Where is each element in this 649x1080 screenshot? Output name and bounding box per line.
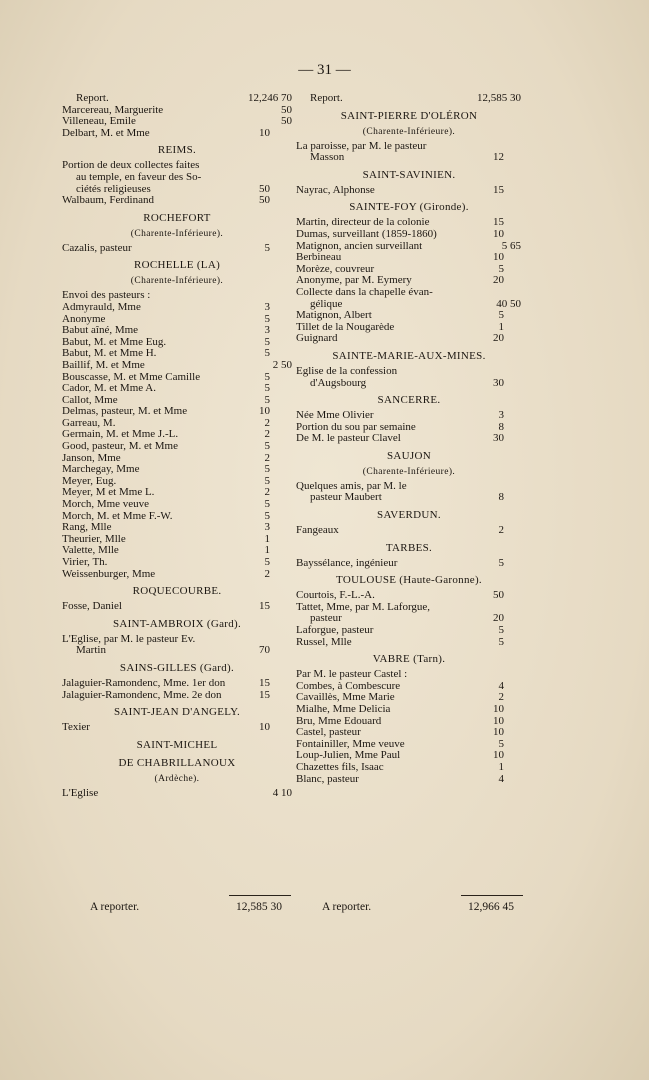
entry-line <box>296 637 522 649</box>
section-heading: SAINT-SAVINIEN. <box>362 168 456 181</box>
entry-text: Admyrauld, Mme <box>62 300 141 313</box>
entry-text: Portion du sou par semaine <box>296 420 416 433</box>
entry-text: Martin, directeur de la colonie <box>296 216 430 229</box>
entry-text: De M. le pasteur Clavel <box>296 432 401 445</box>
entry-amount: 1 <box>498 760 504 773</box>
entry-amount: 5 <box>264 498 270 511</box>
entry-amount: 15 <box>493 183 504 196</box>
entry-text: Valette, Mlle <box>62 544 119 557</box>
left-footer-label: A reporter. <box>90 901 140 913</box>
entry-amount: 2 <box>498 524 504 537</box>
entry-text: Envoi des pasteurs : <box>62 289 151 302</box>
section-heading: SAINT-JEAN D'ANGELY. <box>113 706 241 719</box>
entry-amount: 2 <box>498 691 504 704</box>
entry-amount: 5 <box>264 382 270 395</box>
entry-amount: 50 <box>259 182 270 195</box>
entry-text: Jalaguier-Ramondenc, Mme. 2e don <box>62 688 222 701</box>
entry-text: Blanc, pasteur <box>296 772 359 785</box>
entry-text: L'Eglise <box>62 786 99 799</box>
entry-amount: 15 <box>493 216 504 229</box>
entry-amount: 5 <box>264 335 270 348</box>
entry-text: La paroisse, par M. le pasteur <box>296 139 427 152</box>
section-subheading: (Charente-Inférieure). <box>362 466 456 477</box>
entry-text: Theurier, Mlle <box>62 532 126 545</box>
entry-amount: 20 <box>493 612 504 625</box>
entry-text: Bru, Mme Edouard <box>296 714 382 727</box>
right-footer-label: A reporter. <box>322 901 372 913</box>
entry-amount: 30 <box>493 432 504 445</box>
entry-amount: 8 <box>498 420 504 433</box>
entry-text: Russel, Mlle <box>296 635 352 648</box>
entry-amount: 5 <box>264 370 270 383</box>
entry-amount: 10 <box>493 227 504 240</box>
entry-line <box>62 441 292 453</box>
entry-text: Report. <box>310 92 343 104</box>
entry-text: Villeneau, Emile <box>62 115 136 128</box>
entry-text: Née Mme Olivier <box>296 409 374 422</box>
entry-amount: 8 <box>498 491 504 504</box>
entry-text: pasteur <box>310 612 342 625</box>
section-heading: SAUJON <box>387 449 431 462</box>
entry-text: ciétés religieuses <box>76 182 151 195</box>
section-heading: SAINT-PIERRE D'OLÉRON <box>340 109 478 122</box>
entry-text: Garreau, M. <box>62 416 116 429</box>
entry-amount: 1 <box>264 544 270 557</box>
entry-amount: 12 <box>493 151 504 164</box>
entry-line <box>296 185 522 197</box>
entry-text: Virier, Th. <box>62 556 108 568</box>
entry-text: Marcereau, Marguerite <box>62 103 164 116</box>
entry-amount: 5 <box>264 393 270 406</box>
entry-text: Combes, à Combescure <box>296 679 401 692</box>
entry-amount: 12,585 30 <box>477 92 521 104</box>
section-heading: VABRE (Tarn). <box>372 653 446 666</box>
entry-text: Bouscasse, M. et Mme Camille <box>62 370 201 383</box>
entry-line <box>296 366 522 378</box>
entry-amount: 4 <box>498 772 504 785</box>
entry-amount: 2 <box>264 486 270 499</box>
entry-amount: 5 <box>264 312 270 325</box>
entry-line <box>296 525 522 537</box>
section-heading: TOULOUSE (Haute-Garonne). <box>336 574 482 587</box>
entry-line <box>62 690 292 702</box>
entry-text: Germain, M. et Mme J.-L. <box>62 428 179 441</box>
entry-text: Nayrac, Alphonse <box>296 183 375 196</box>
left-column <box>62 93 292 799</box>
total-rule-right <box>461 895 523 896</box>
entry-amount: 2 <box>264 567 270 580</box>
section-heading: ROQUECOURBE. <box>132 585 222 598</box>
entry-line <box>296 492 522 504</box>
entry-text: Portion de deux collectes faites <box>62 159 200 172</box>
entry-amount: 30 <box>493 376 504 389</box>
entry-line <box>296 152 522 164</box>
entry-text: Walbaum, Ferdinand <box>62 194 154 207</box>
entry-amount: 15 <box>259 688 270 701</box>
entry-text: Delmas, pasteur, M. et Mme <box>62 405 188 418</box>
entry-text: pasteur Maubert <box>310 491 382 504</box>
entry-line <box>296 774 522 786</box>
entry-amount: 15 <box>259 676 270 689</box>
entry-line <box>62 678 292 690</box>
entry-text: Loup-Julien, Mme Paul <box>296 749 401 762</box>
entry-amount: 10 <box>259 405 270 418</box>
entry-amount: 50 <box>493 589 504 602</box>
entry-amount: 70 <box>259 644 270 657</box>
entry-text: Morch, M. et Mme F.-W. <box>62 509 173 522</box>
entry-text: Callot, Mme <box>62 393 118 406</box>
entry-amount: 5 <box>498 635 504 648</box>
entry-line <box>62 172 292 184</box>
entry-text: Chazettes fils, Isaac <box>296 760 384 773</box>
entry-line <box>296 310 522 322</box>
entry-amount: 5 <box>498 262 504 275</box>
entry-line <box>62 645 292 657</box>
entry-text: Cazalis, pasteur <box>62 241 132 254</box>
entry-text: Babut, M. et Mme H. <box>62 347 157 360</box>
entry-text: Bayssélance, ingénieur <box>296 556 398 569</box>
entry-line <box>62 569 292 581</box>
entry-amount: 50 <box>259 194 270 207</box>
entry-text: Babut aîné, Mme <box>62 324 139 337</box>
entry-text: Mialhe, Mme Delicia <box>296 703 391 715</box>
section-heading: SAINT-AMBROIX (Gard). <box>112 617 242 630</box>
entry-text: Weissenburger, Mme <box>62 567 156 580</box>
entry-text: Cador, M. et Mme A. <box>62 382 156 395</box>
entry-text: Fontainiller, Mme veuve <box>296 737 405 750</box>
entry-text: Rang, Mlle <box>62 521 112 534</box>
right-footer-amount: 12,966 45 <box>468 901 514 913</box>
entry-amount: 15 <box>259 600 270 613</box>
entry-line <box>296 410 522 422</box>
entry-line <box>296 252 522 264</box>
entry-line <box>296 93 522 105</box>
section-heading: TARBES. <box>385 541 433 554</box>
entry-line <box>62 788 292 800</box>
entry-text: gélique <box>310 297 343 310</box>
entry-amount: 3 <box>264 300 270 313</box>
left-footer-amount: 12,585 30 <box>236 901 282 913</box>
entry-amount: 10 <box>493 251 504 264</box>
entry-text: Report. <box>76 92 109 104</box>
entry-line <box>62 722 292 734</box>
entry-text: Delbart, M. et Mme <box>62 126 150 139</box>
entry-amount: 5 <box>264 474 270 487</box>
entry-line <box>62 383 292 395</box>
section-subheading: (Charente-Inférieure). <box>130 276 224 287</box>
section-heading: SAVERDUN. <box>377 509 441 522</box>
entry-amount: 1 <box>264 532 270 545</box>
entry-amount: 10 <box>493 749 504 762</box>
entry-line <box>62 195 292 207</box>
entry-amount: 5 65 <box>501 239 521 252</box>
entry-amount: 5 <box>264 347 270 360</box>
entry-amount: 10 <box>493 714 504 727</box>
entry-text: Fangeaux <box>296 524 339 537</box>
entry-text: Courtois, F.-L.-A. <box>296 589 375 602</box>
entry-line <box>62 302 292 314</box>
entry-line <box>62 325 292 337</box>
entry-amount: 5 <box>498 556 504 569</box>
entry-text: Baillif, M. et Mme <box>62 358 145 371</box>
entry-line <box>62 601 292 613</box>
entry-line <box>296 625 522 637</box>
entry-line <box>62 243 292 255</box>
section-heading: ROCHEFORT <box>143 211 211 224</box>
entry-text: Janson, Mme <box>62 451 121 464</box>
entry-line <box>296 433 522 445</box>
entry-amount: 2 <box>264 416 270 429</box>
entry-text: Par M. le pasteur Castel : <box>296 668 408 681</box>
entry-amount: 3 <box>264 521 270 534</box>
entry-amount: 2 <box>264 451 270 464</box>
entry-text: Tillet de la Nougarède <box>296 320 395 333</box>
entry-amount: 10 <box>493 703 504 715</box>
entry-line <box>62 128 292 140</box>
entry-text: Marchegay, Mme <box>62 463 140 476</box>
entry-text: L'Eglise, par M. le pasteur Ev. <box>62 632 196 645</box>
entry-amount: 2 50 <box>272 358 292 371</box>
entry-line <box>296 558 522 570</box>
entry-amount: 5 <box>264 463 270 476</box>
entry-text: Good, pasteur, M. et Mme <box>62 440 178 453</box>
entry-text: Berbineau <box>296 251 342 264</box>
entry-amount: 4 <box>498 679 504 692</box>
entry-amount: 4 10 <box>272 786 292 799</box>
entry-amount: 5 <box>498 309 504 322</box>
entry-line <box>62 499 292 511</box>
section-heading: ROCHELLE (LA) <box>133 259 221 272</box>
entry-text: Quelques amis, par M. le <box>296 479 407 492</box>
entry-text: Cavaillès, Mme Marie <box>296 691 395 704</box>
right-column <box>296 93 522 785</box>
entry-amount: 20 <box>493 274 504 287</box>
entry-line <box>62 557 292 569</box>
entry-text: Fosse, Daniel <box>62 600 122 613</box>
entry-amount: 5 <box>264 241 270 254</box>
entry-text: Laforgue, pasteur <box>296 624 374 637</box>
entry-amount: 5 <box>498 624 504 637</box>
entry-text: Jalaguier-Ramondenc, Mme. 1er don <box>62 676 226 689</box>
entry-text: d'Augsbourg <box>310 376 367 389</box>
entry-text: Anonyme <box>62 312 106 325</box>
entry-text: Masson <box>310 151 345 164</box>
entry-line <box>62 93 292 105</box>
entry-text: Matignon, Albert <box>296 309 372 322</box>
entry-line <box>296 704 522 716</box>
section-subheading: (Charente-Inférieure). <box>362 126 456 137</box>
entry-amount: 5 <box>264 556 270 568</box>
section-heading: SAINT-MICHEL <box>136 738 218 751</box>
entry-amount: 12,246 70 <box>248 92 292 104</box>
entry-amount: 40 50 <box>496 297 521 310</box>
entry-text: Matignon, ancien surveillant <box>296 239 423 252</box>
entry-amount: 2 <box>264 428 270 441</box>
entry-amount: 10 <box>259 126 270 139</box>
entry-amount: 3 <box>498 409 504 422</box>
entry-amount: 20 <box>493 332 504 345</box>
entry-line <box>296 762 522 774</box>
section-subheading: (Charente-Inférieure). <box>130 228 224 239</box>
entry-amount: 5 <box>264 440 270 453</box>
section-heading: SAINS-GILLES (Gard). <box>119 661 235 674</box>
entry-amount: 10 <box>493 726 504 739</box>
entry-amount: 3 <box>264 324 270 337</box>
entry-amount: 50 <box>281 103 292 116</box>
entry-line <box>62 360 292 372</box>
entry-text: Texier <box>62 721 90 734</box>
entry-amount: 5 <box>264 509 270 522</box>
section-heading: REIMS. <box>157 144 197 157</box>
entry-amount: 5 <box>498 737 504 750</box>
section-heading: DE CHABRILLANOUX <box>118 756 236 769</box>
entry-line <box>296 287 522 299</box>
entry-text: Meyer, Eug. <box>62 474 117 487</box>
entry-line <box>296 378 522 390</box>
entry-amount: 1 <box>498 320 504 333</box>
entry-text: Morèze, couvreur <box>296 262 375 275</box>
entry-line <box>296 229 522 241</box>
section-subheading: (Ardèche). <box>154 773 200 784</box>
page-number: — 31 — <box>298 62 351 78</box>
entry-text: Martin <box>76 644 106 657</box>
entry-text: Tattet, Mme, par M. Laforgue, <box>296 600 431 613</box>
section-heading: SAINTE-FOY (Gironde). <box>349 201 469 214</box>
entry-text: Collecte dans la chapelle évan- <box>296 285 433 298</box>
entry-text: Meyer, M et Mme L. <box>62 486 155 499</box>
entry-text: Dumas, surveillant (1859-1860) <box>296 227 437 240</box>
total-rule-left <box>229 895 291 896</box>
section-heading: SAINTE-MARIE-AUX-MINES. <box>332 349 486 362</box>
entry-text: Castel, pasteur <box>296 726 361 739</box>
entry-text: Guignard <box>296 332 338 345</box>
entry-text: au temple, en faveur des So- <box>76 170 202 183</box>
entry-amount: 10 <box>259 721 270 734</box>
entry-text: Anonyme, par M. Eymery <box>296 274 412 287</box>
entry-text: Eglise de la confession <box>296 364 398 377</box>
entry-text: Morch, Mme veuve <box>62 498 150 511</box>
entry-line <box>296 333 522 345</box>
section-heading: SANCERRE. <box>377 394 441 407</box>
entry-amount: 50 <box>281 115 292 128</box>
entry-text: Babut, M. et Mme Eug. <box>62 335 167 348</box>
